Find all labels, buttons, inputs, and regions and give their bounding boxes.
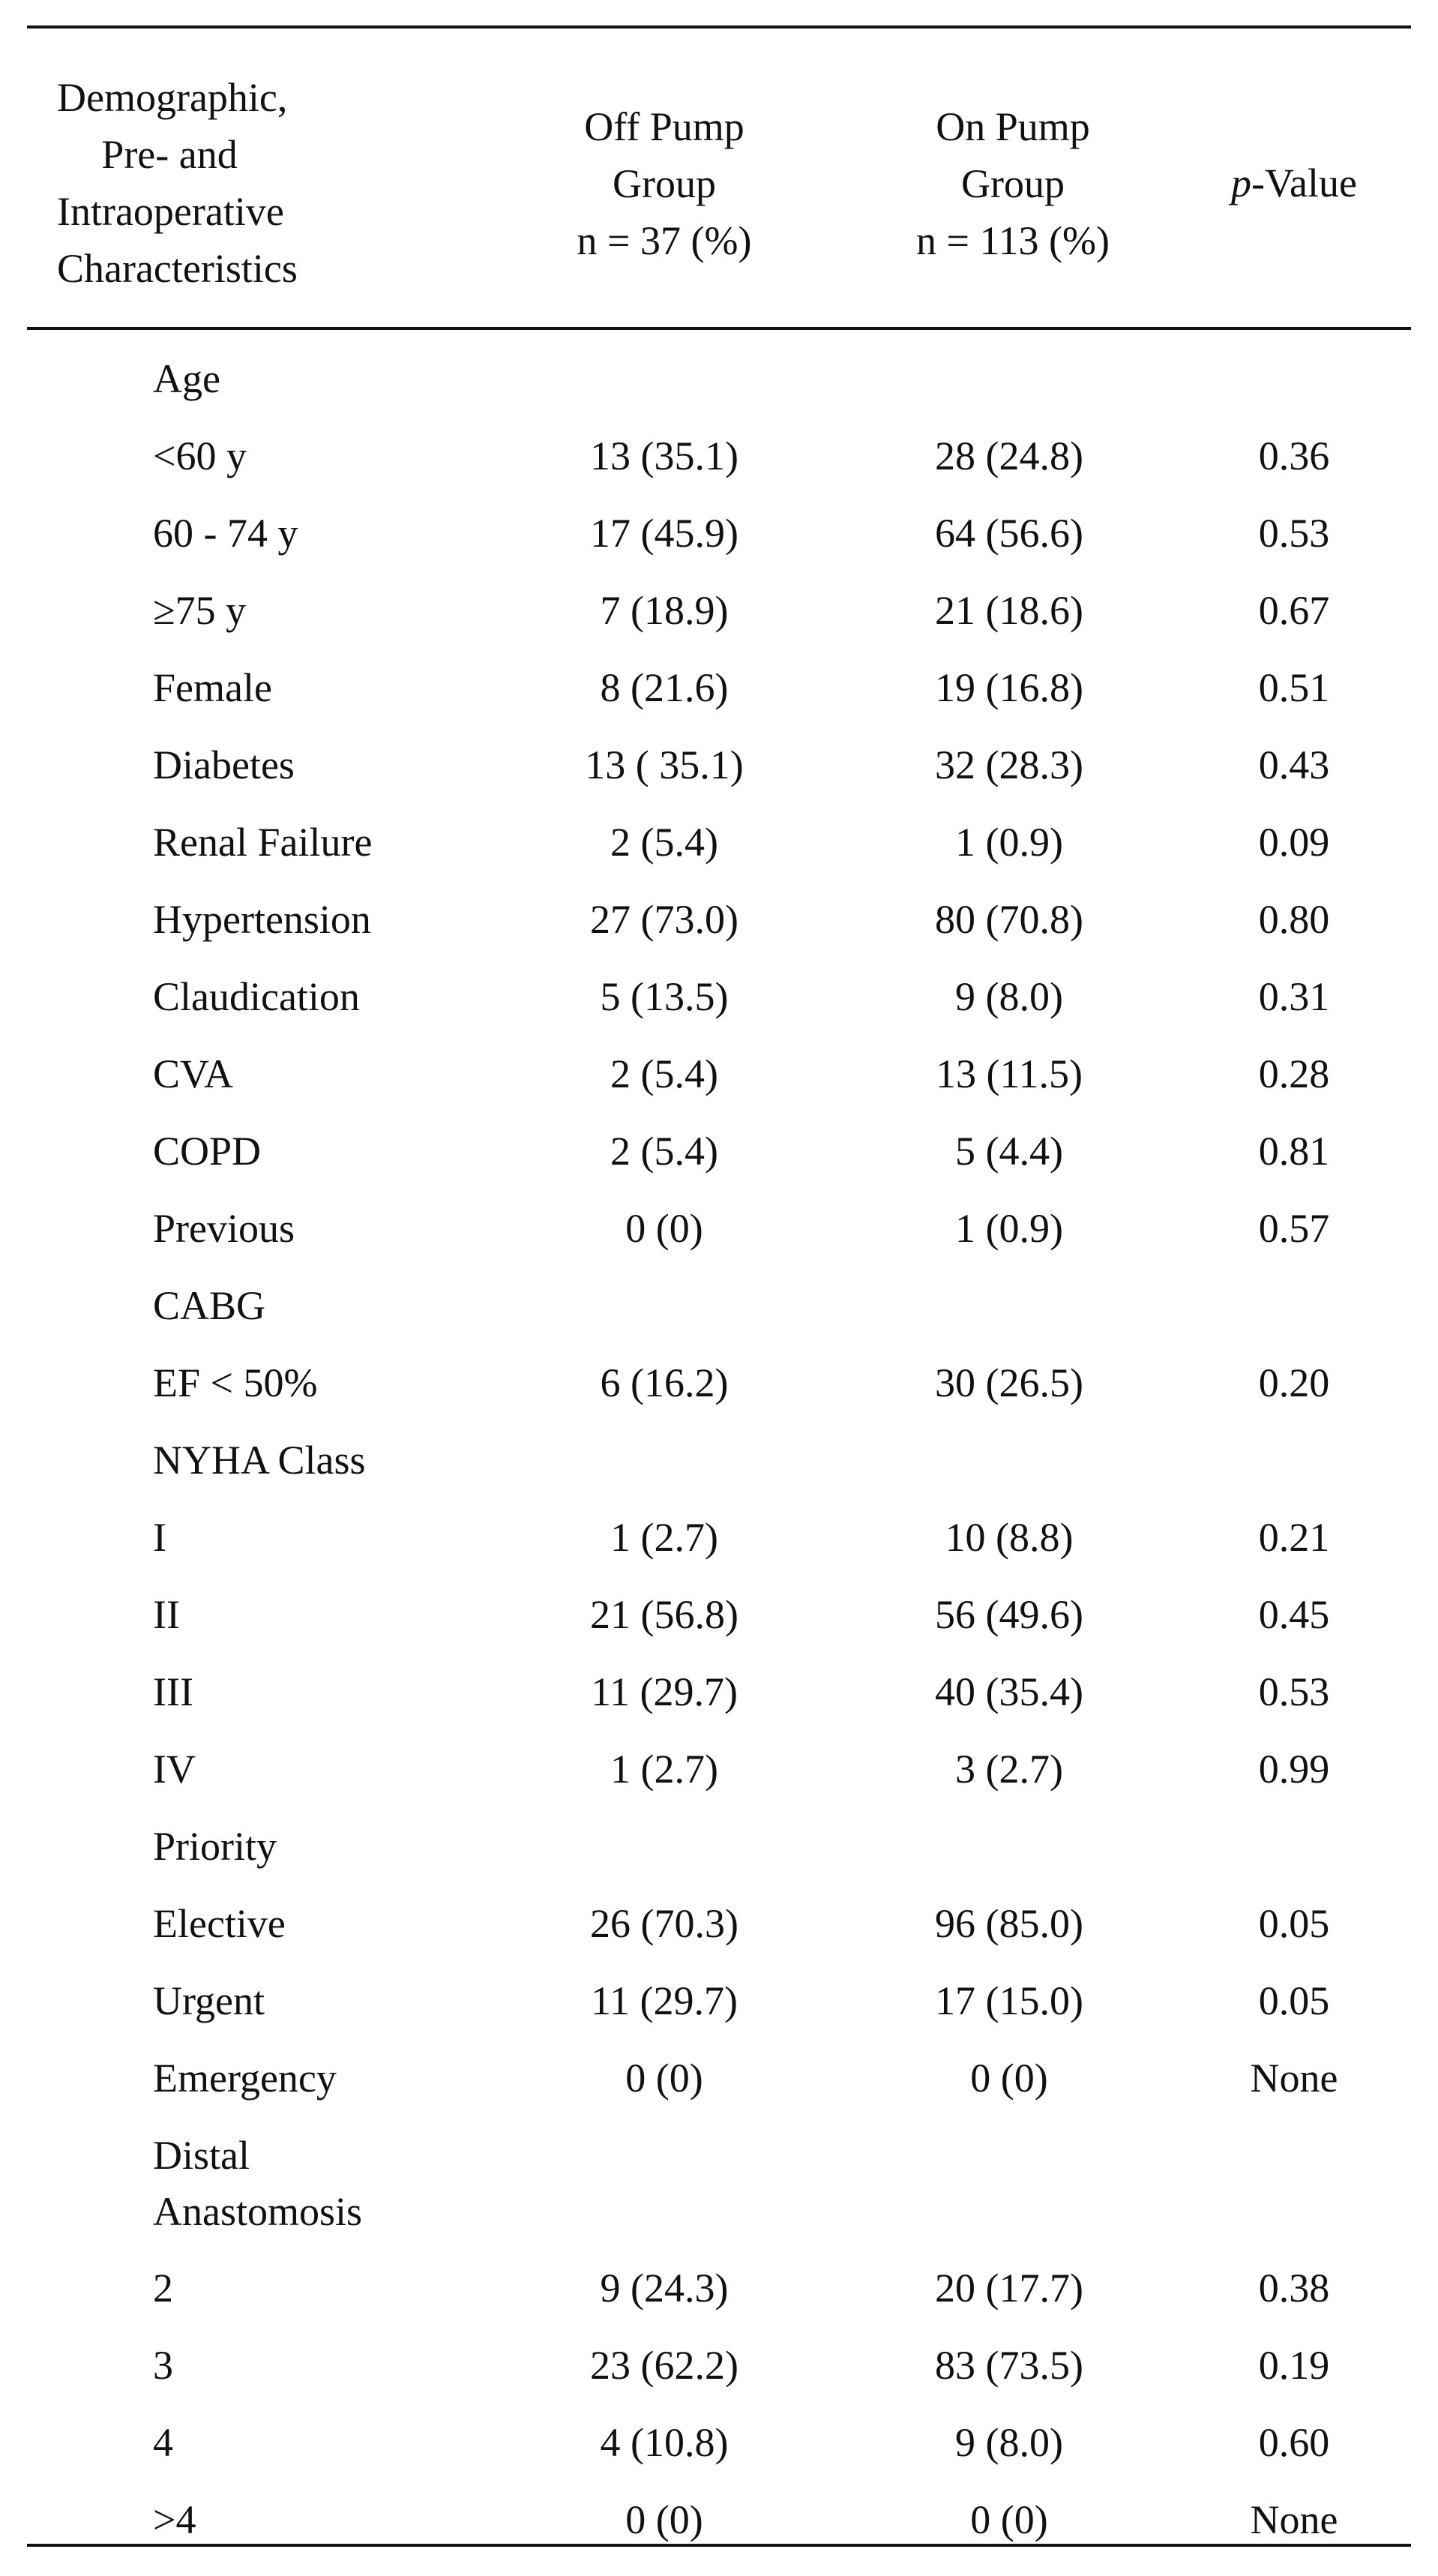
row-off-pump: 11 (29.7): [591, 1978, 738, 2023]
row-label: Emergency: [153, 2056, 337, 2101]
table-row: [27, 1885, 1411, 1963]
row-off-pump: 26 (70.3): [590, 1901, 738, 1946]
row-on-pump: 56 (49.6): [935, 1592, 1083, 1637]
table-row: [27, 1963, 1411, 2040]
table-row: [27, 2250, 1411, 2327]
table-top-rule: [27, 25, 1411, 28]
row-off-pump: 11 (29.7): [591, 1669, 738, 1714]
row-off-pump: 0 (0): [625, 1206, 703, 1251]
row-label: 2: [153, 2266, 173, 2311]
row-label: 3: [153, 2343, 173, 2388]
table-row: [27, 958, 1411, 1036]
row-label: ≥75 y: [153, 588, 247, 633]
header-p-value: [1185, 154, 1403, 211]
row-on-pump: 9 (8.0): [955, 974, 1063, 1019]
row-p-value: 0.19: [1258, 2343, 1330, 2388]
row-off-pump: 1 (2.7): [610, 1515, 718, 1560]
row-off-pump: 9 (24.3): [600, 2266, 729, 2311]
row-on-pump: 20 (17.7): [935, 2266, 1083, 2311]
row-p-value: None: [1250, 2497, 1338, 2542]
row-label: >4: [153, 2497, 196, 2542]
table-row: [27, 340, 1411, 418]
row-on-pump: 40 (35.4): [935, 1669, 1083, 1714]
row-off-pump: 1 (2.7): [610, 1747, 718, 1792]
row-p-value: 0.53: [1258, 511, 1330, 556]
table-body: [27, 340, 1411, 2559]
table-row: [27, 649, 1411, 727]
row-label: III: [153, 1669, 193, 1714]
row-label: CVA: [153, 1051, 234, 1096]
row-on-pump: 10 (8.8): [945, 1515, 1074, 1560]
table-row: [27, 881, 1411, 958]
header-p-rest: -Value: [1251, 160, 1357, 205]
row-off-pump: 8 (21.6): [600, 665, 729, 710]
row-label: I: [153, 1515, 166, 1560]
row-on-pump: 13 (11.5): [936, 1051, 1083, 1096]
row-off-pump: 0 (0): [625, 2497, 703, 2542]
table-row: [27, 1422, 1411, 1499]
row-on-pump: 32 (28.3): [935, 742, 1083, 787]
table-row: [27, 572, 1411, 649]
row-off-pump: 13 ( 35.1): [585, 742, 744, 787]
row-on-pump: 83 (73.5): [935, 2343, 1083, 2388]
row-off-pump: 6 (16.2): [600, 1360, 729, 1405]
row-p-value: 0.36: [1258, 433, 1330, 478]
table-row: [27, 495, 1411, 572]
table-row: [27, 1576, 1411, 1654]
row-label: Urgent: [153, 1978, 265, 2023]
row-on-pump: 80 (70.8): [935, 897, 1083, 942]
table-row: [27, 1267, 1411, 1345]
row-label: IV: [153, 1747, 196, 1792]
row-off-pump: 7 (18.9): [600, 588, 729, 633]
row-label: Priority: [153, 1824, 277, 1869]
row-p-value: 0.99: [1258, 1747, 1330, 1792]
row-on-pump: 64 (56.6): [935, 511, 1083, 556]
row-off-pump: 2 (5.4): [610, 1129, 718, 1174]
row-label: Elective: [153, 1901, 286, 1946]
table-row: [27, 1036, 1411, 1113]
row-p-value: 0.67: [1258, 588, 1330, 633]
table-row: [27, 1345, 1411, 1422]
row-on-pump: 0 (0): [970, 2497, 1048, 2542]
row-on-pump: 17 (15.0): [935, 1978, 1083, 2023]
row-p-value: 0.09: [1258, 820, 1330, 865]
row-off-pump: 27 (73.0): [590, 897, 738, 942]
row-on-pump: 1 (0.9): [955, 1206, 1063, 1251]
row-p-value: 0.81: [1258, 1129, 1330, 1174]
table-row: [27, 727, 1411, 804]
row-p-value: 0.20: [1258, 1360, 1330, 1405]
row-p-value: 0.57: [1258, 1206, 1330, 1251]
row-on-pump: 96 (85.0): [935, 1901, 1083, 1946]
row-label: Diabetes: [153, 742, 295, 787]
row-label: Age: [153, 356, 220, 401]
row-label: Distal Anastomosis: [153, 2133, 363, 2234]
table-row: [27, 2482, 1411, 2559]
row-on-pump: 28 (24.8): [935, 433, 1083, 478]
table-row: [27, 804, 1411, 881]
table-row: [27, 1808, 1411, 1885]
row-p-value: 0.38: [1258, 2266, 1330, 2311]
row-p-value: 0.43: [1258, 742, 1330, 787]
row-p-value: None: [1250, 2056, 1338, 2101]
row-on-pump: 1 (0.9): [955, 820, 1063, 865]
row-label: 60 - 74 y: [153, 511, 298, 556]
row-off-pump: 2 (5.4): [610, 820, 718, 865]
row-p-value: 0.45: [1258, 1592, 1330, 1637]
row-off-pump: 21 (56.8): [590, 1592, 738, 1637]
row-on-pump: 9 (8.0): [955, 2420, 1063, 2465]
table-row: [27, 1731, 1411, 1808]
row-off-pump: 17 (45.9): [590, 511, 738, 556]
row-p-value: 0.80: [1258, 897, 1330, 942]
row-p-value: 0.28: [1258, 1051, 1330, 1096]
row-label: 4: [153, 2420, 173, 2465]
table-row: [27, 2040, 1411, 2117]
row-label: CABG: [153, 1283, 266, 1328]
table-row: [27, 1113, 1411, 1190]
row-label: EF < 50%: [153, 1360, 318, 1405]
row-on-pump: 21 (18.6): [935, 588, 1083, 633]
table-header-rule: [27, 327, 1411, 330]
row-off-pump: 5 (13.5): [600, 974, 729, 1019]
table-row: [27, 1499, 1411, 1576]
row-label: Claudication: [153, 974, 360, 1019]
row-on-pump: 19 (16.8): [935, 665, 1083, 710]
table-row: [27, 1654, 1411, 1731]
row-on-pump: 3 (2.7): [955, 1747, 1063, 1792]
header-p-italic: p: [1231, 160, 1252, 205]
row-label: COPD: [153, 1129, 262, 1174]
row-p-value: 0.31: [1258, 974, 1330, 1019]
row-p-value: 0.21: [1258, 1515, 1330, 1560]
row-p-value: 0.51: [1258, 665, 1330, 710]
row-label: Renal Failure: [153, 820, 373, 865]
table-bottom-rule: [27, 2544, 1411, 2547]
row-p-value: 0.05: [1258, 1978, 1330, 2023]
row-label: Female: [153, 665, 272, 710]
header-characteristics: Demographic, Pre- and Intraoperative Characteristics: [57, 75, 298, 291]
row-off-pump: 2 (5.4): [610, 1051, 718, 1096]
table-row: [27, 418, 1411, 495]
table-row: [27, 2327, 1411, 2404]
row-off-pump: 13 (35.1): [590, 433, 738, 478]
row-label: II: [153, 1592, 180, 1637]
row-label: NYHA Class: [153, 1438, 366, 1483]
row-on-pump: 30 (26.5): [935, 1360, 1083, 1405]
table-row: [27, 1190, 1411, 1267]
row-p-value: 0.05: [1258, 1901, 1330, 1946]
row-p-value: 0.53: [1258, 1669, 1330, 1714]
row-off-pump: 23 (62.2): [590, 2343, 738, 2388]
row-on-pump: 5 (4.4): [955, 1129, 1063, 1174]
row-off-pump: 0 (0): [625, 2056, 703, 2101]
table-row: [27, 2117, 1411, 2250]
row-label: Hypertension: [153, 897, 371, 942]
row-label: <60 y: [153, 433, 247, 478]
row-on-pump: 0 (0): [970, 2056, 1048, 2101]
table-row: [27, 2404, 1411, 2482]
row-label: Previous: [153, 1206, 295, 1251]
header-off-pump-group: Off Pump Group n = 37 (%): [577, 104, 752, 263]
row-p-value: 0.60: [1258, 2420, 1330, 2465]
row-off-pump: 4 (10.8): [600, 2420, 729, 2465]
header-on-pump-group: On Pump Group n = 113 (%): [916, 104, 1110, 263]
